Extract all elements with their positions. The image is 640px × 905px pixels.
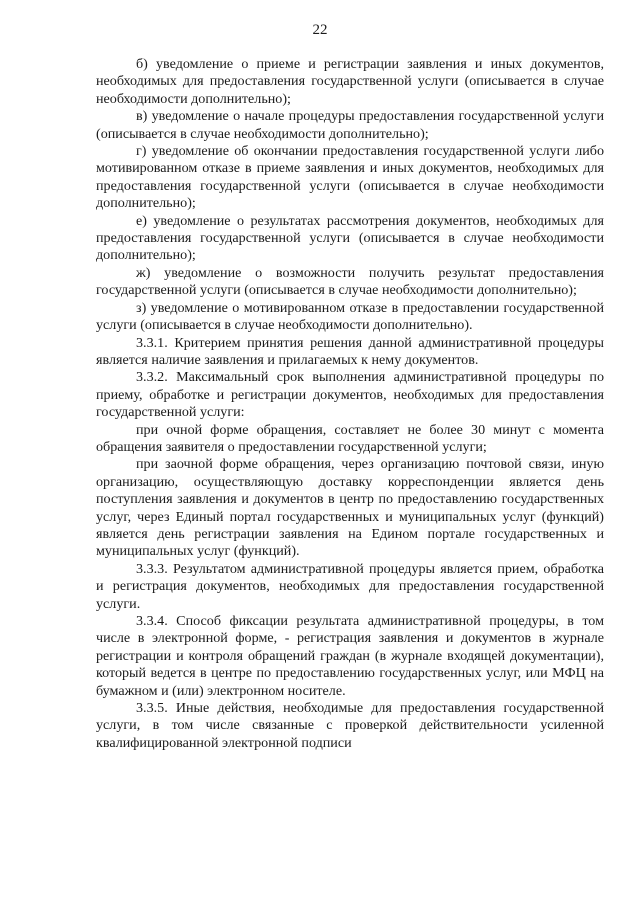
paragraph-e: е) уведомление о результатах рассмотрения документов, необходимых для предоставления государственной услуги (описывается в случае необходимости дополнительно); [96, 212, 604, 264]
document-body [96, 56, 604, 752]
paragraph-g: г) уведомление об окончании предоставления государственной услуги либо мотивированном отказе в приеме заявления и иных документов, необходимых для предоставления государственной услуги (описывается в случае необходимости дополнительно); [96, 143, 604, 212]
paragraph-z: з) уведомление о мотивированном отказе в предоставлении государственной услуги (описывается в случае необходимости дополнительно). [96, 299, 604, 334]
paragraph-b: б) уведомление о приеме и регистрации заявления и иных документов, необходимых для предоставления государственной услуги (описывается в случае необходимости дополнительно); [96, 56, 604, 107]
paragraph-in-person: при очной форме обращения, составляет не более 30 минут с момента обращения заявителя о предоставлении государственной услуги; [96, 421, 604, 455]
paragraph-3-3-3: 3.3.3. Результатом административной процедуры является прием, обработка и регистрация документов, необходимых для предоставления государственной услуги. [96, 560, 604, 612]
paragraph-3-3-1: 3.3.1. Критерием принятия решения данной административной процедуры является наличие заявления и прилагаемых к нему документов. [96, 334, 604, 368]
paragraph-3-3-4: 3.3.4. Способ фиксации результата административной процедуры, в том числе в электронной форме, - регистрация заявления и документов в журнале регистрации и контроля обращений граждан (в журнале входящей документации), который ведется в центре по предоставлению государственных услуг, или МФЦ на бумажном и (или) электронном носителе. [96, 613, 604, 699]
paragraph-3-3-5: 3.3.5. Иные действия, необходимые для предоставления государственной услуги, в том числе связанные с проверкой действительности усиленной квалифицированной электронной подписи [96, 700, 604, 751]
paragraph-remote: при заочной форме обращения, через организацию почтовой связи, иную организацию, осуществляющую доставку корреспонденции является день поступления заявления и документов в центр по предоставлению государственных услуг, через Единый портал государственных и муниципальных услуг (функций) является день регистрации заявления на Едином портале государственных и муниципальных услуг (функций). [96, 456, 604, 560]
paragraph-zh: ж) уведомление о возможности получить результат предоставления государственной услуги (описывается в случае необходимости дополнительно); [96, 264, 604, 299]
paragraph-3-3-2: 3.3.2. Максимальный срок выполнения административной процедуры по приему, обработке и регистрации документов, необходимых для предоставления государственной услуги: [96, 369, 604, 421]
paragraph-v: в) уведомление о начале процедуры предоставления государственной услуги (описывается в случае необходимости дополнительно); [96, 108, 604, 142]
page-number: 22 [312, 22, 328, 38]
